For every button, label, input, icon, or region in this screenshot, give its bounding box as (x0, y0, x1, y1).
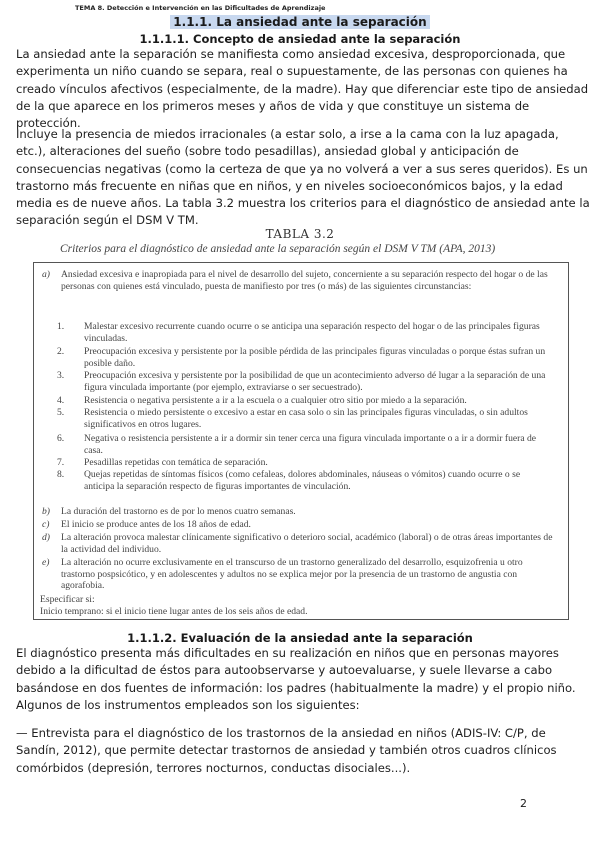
criterion-text: La duración del trastorno es de por lo menos cuatro semanas. (61, 506, 296, 517)
table-subtitle: Criterios para el diagnóstico de ansiedad ante la separación según el DSM V TM (APA, 2013) (60, 243, 496, 255)
item-number: 6. (57, 433, 65, 444)
running-header: TEMA 8. Detección e Intervención en las Dificultades de Aprendizaje (75, 4, 326, 12)
section-title (0, 15, 600, 29)
paragraph-definition: La ansiedad ante la separación se manifiesta como ansiedad excesiva, desproporcionada, que experimenta un niño cuando se separa, real o supuestamente, de las personas con quienes ha creado vínculos afectivos (especialmente, de la madre). Hay que diferenciar este tipo de ansiedad de la que aparece en los primeros meses y años de vida y que constituye un sistema de protección. (16, 47, 589, 131)
subsection-title-concepto: 1.1.1.1. Concepto de ansiedad ante la separación (139, 32, 461, 46)
item-text: Quejas repetidas de síntomas físicos (como cefaleas, dolores abdominales, náuseas o vómitos) cuando ocurre o se anticipa la separación respecto de figuras importantes de vinculación. (84, 469, 521, 492)
table-title: TABLA 3.2 (265, 227, 335, 241)
criterion-text: La alteración no ocurre exclusivamente en el transcurso de un trastorno generalizado del desarrollo, esquizofrenia u otro trastorno pospsicótico, y en adolescentes y adultos no se explica mejor por la presencia de un trastorno de angustia con agorafobia. (61, 557, 523, 592)
criterion-label: a) (42, 269, 50, 280)
item-text: Malestar excesivo recurrente cuando ocurre o se anticipa una separación respecto del hogar o de las principales figuras vinculadas. (84, 321, 540, 344)
item-number: 1. (57, 321, 65, 332)
paragraph-adis-interview: — Entrevista para el diagnóstico de los trastornos de la ansiedad en niños (ADIS-IV: C/P, de Sandín, 2012), que permite detectar trastornos de ansiedad y también otros cuadros clínicos comórbidos (depresión, terrores nocturnos, conductas disociales...). (16, 726, 557, 775)
paragraph-symptoms: Incluye la presencia de miedos irracionales (a estar solo, a irse a la cama con la luz apagada, etc.), alteraciones del sueño (sobre todo pesadillas), ansiedad global y anticipación de consecuencias negativas (como la certeza de que ya no volverá a ver a sus seres queridos). Es un trastorno más frecuente en niñas que en niños, y en niveles socioeconómicos bajos, y la edad media es de nueve años. La tabla 3.2 muestra los criterios para el diagnóstico de ansiedad ante la separación según el DSM V TM. (16, 127, 590, 228)
criterion-label: b) (42, 506, 50, 517)
item-text: Preocupación excesiva y persistente por la posibilidad de que un acontecimiento adverso dé lugar a la separación de una figura vinculada importante (por ejemplo, extraviarse o ser secuestrado). (84, 370, 546, 393)
paragraph-diagnosis: El diagnóstico presenta más dificultades en su realización en niños que en personas mayores debido a la dificultad de éstos para autoobservarse y autoevaluarse, y suele llevarse a cabo basándose en dos fuentes de información: los padres (habitualmente la madre) y el propio niño. Algunos de los instrumentos empleados son los siguientes: (16, 646, 576, 712)
early-onset-specifier: Inicio temprano: si el inicio tiene lugar antes de los seis años de edad. (40, 606, 308, 617)
item-number: 7. (57, 457, 65, 468)
page-number: 2 (520, 797, 527, 810)
criterion-text: Ansiedad excesiva e inapropiada para el nivel de desarrollo del sujeto, concerniente a su separación respecto del hogar o de las personas con quienes está vinculado, puesta de manifiesto por tres (o más) de las siguientes circunstancias: (61, 269, 548, 292)
item-text: Preocupación excesiva y persistente por la posible pérdida de las principales figuras vinculadas o porque éstas sufran un posible daño. (84, 346, 546, 369)
item-text: Resistencia o negativa persistente a ir a la escuela o a cualquier otro sitio por miedo a la separación. (84, 395, 467, 406)
item-number: 8. (57, 469, 65, 480)
criterion-label: e) (42, 557, 50, 568)
criterion-text: El inicio se produce antes de los 18 años de edad. (61, 519, 251, 530)
item-text: Negativa o resistencia persistente a ir a dormir sin tener cerca una figura vinculada importante o a ir a dormir fuera de casa. (84, 433, 537, 456)
item-number: 5. (57, 407, 65, 418)
criteria-table (33, 262, 569, 620)
item-text: Pesadillas repetidas con temática de separación. (84, 457, 268, 468)
item-text: Resistencia o miedo persistente o excesivo a estar en casa solo o sin las principales figuras vinculadas, o sin adultos significativos en otros lugares. (84, 407, 528, 430)
item-number: 3. (57, 370, 65, 381)
item-number: 4. (57, 395, 65, 406)
criterion-label: d) (42, 532, 50, 543)
specify-label: Especificar si: (40, 594, 95, 605)
subsection-title-evaluacion: 1.1.1.2. Evaluación de la ansiedad ante la separación (127, 631, 473, 645)
criterion-text: La alteración provoca malestar clínicamente significativo o deterioro social, académico (laboral) o de otras áreas importantes de la actividad del individuo. (61, 532, 553, 555)
item-number: 2. (57, 346, 65, 357)
criterion-label: c) (42, 519, 50, 530)
section-title-text: 1.1.1. La ansiedad ante la separación (170, 15, 429, 29)
